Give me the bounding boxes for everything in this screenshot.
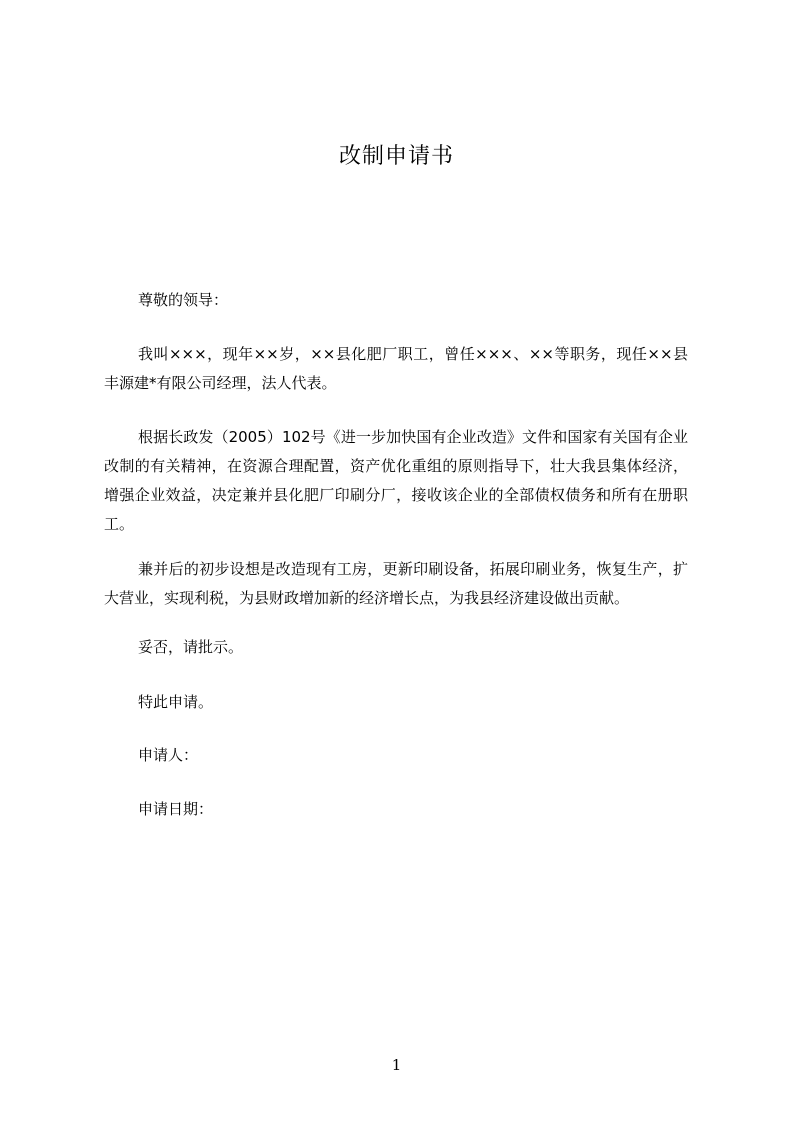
paragraph-special: 特此申请。 <box>138 693 214 711</box>
paragraph-basis: 根据长政发（2005）102号《进一步加快国有企业改造》文件和国家有关国有企业改制的有关精神，在资源合理配置，资产优化重组的原则指导下，壮大我县集体经济，增强企业效益，决定兼并县化肥厂印刷分厂，接收该企业的全部债权债务和所有在册职工。 <box>104 428 688 533</box>
paragraph-request: 妥否，请批示。 <box>138 638 244 656</box>
salutation: 尊敬的领导： <box>138 291 229 309</box>
page-number: 1 <box>391 1056 402 1074</box>
paragraph-intro: 我叫×××，现年××岁，××县化肥厂职工，曾任×××、××等职务，现任××县丰源建*有限公司经理，法人代表。 <box>104 345 688 392</box>
date-label: 申请日期： <box>138 800 214 818</box>
applicant-label: 申请人： <box>138 746 199 764</box>
paragraph-plan: 兼并后的初步设想是改造现有工房，更新印刷设备，拓展印刷业务，恢复生产，扩大营业，实现利税，为县财政增加新的经济增长点，为我县经济建设做出贡献。 <box>104 560 688 607</box>
document-title: 改制申请书 <box>338 144 454 169</box>
